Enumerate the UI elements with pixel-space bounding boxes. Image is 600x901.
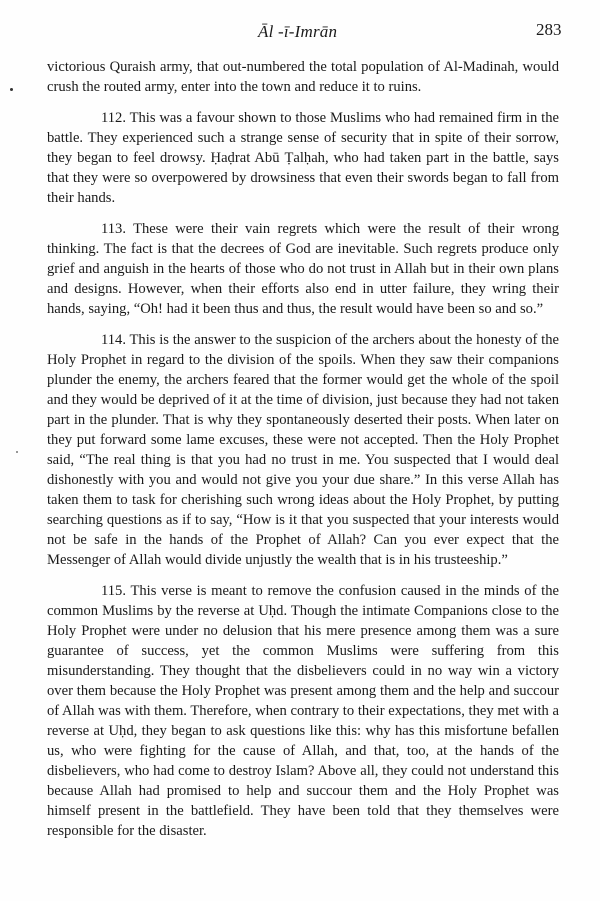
note-text: This verse is meant to remove the confusion caused in the minds of the common Muslims by the reverse at Uḥd. Though the intimate Companions close to the Holy Prophet were under no delusion that his mere presence among them was a sure guarantee of success, yet the common Muslims were suffering from this misunderstanding. They thought that the disbelievers could in no way win a victory over them because the Holy Prophet was present among them and the help and succour of Allah was with them. Therefore, when contrary to their expectations, they met with a reverse at Uḥd, they began to ask questions like this: why has this misfortune befallen us, who were fighting for the cause of Allah, and that, too, at the hands of the disbelievers, who had come to destroy Islam? Above all, they could not understand this because Allah had promised to help and succour them and the Holy Prophet was himself present in the battlefield. They have been told that they themselves were responsible for the disaster. (47, 583, 560, 839)
note-text: This is the answer to the suspicion of the archers about the honesty of the Holy Prophet in regard to the division of the spoils. When they saw their companions plunder the enemy, the archers feared that the former would get the whole of the spoil and they would be deprived of it at the time of division, just because they had not taken part in the plunder. That is why they spontaneously deserted their posts. When later on they put forward some lame excuses, these were not accepted. Then the Holy Prophet said, “The real thing is that you had no trust in me. You suspected that I would deal dishonestly with you and would not give you your due share.” In this verse Allah has taken them to task for cherishing such wrong ideas about the Holy Prophet, by putting searching questions as if to say, “How is it that you suspected that your interests would not be safe in the hands of the Prophet of Allah? Can you ever expect that the Messenger of Allah would divide unjustly the wealth that is in his trusteeship.” (47, 332, 559, 568)
note-115 (47, 581, 559, 841)
scan-speck (16, 451, 18, 453)
note-114 (47, 330, 559, 570)
note-113 (47, 219, 559, 319)
running-header (0, 20, 600, 42)
note-number: 113. (101, 221, 126, 237)
note-number: 114. (101, 332, 126, 348)
continuation-paragraph: victorious Quraish army, that out-numbered the total population of Al-Madinah, would crush the routed army, enter into the town and reduce it to ruins. (47, 59, 559, 95)
note-number: 115. (101, 583, 126, 599)
scan-speck (10, 88, 13, 91)
note-text: This was a favour shown to those Muslims who had remained firm in the battle. They experienced such a strange sense of security that in spite of their sorrow, they began to feel drowsy. Ḥaḍrat Abū Ṭalḥah, who had taken part in the battle, says that they were so overpowered by drowsiness that even their swords began to fall from their hands. (47, 110, 560, 206)
running-title: Āl -ī-Imrān (258, 22, 338, 41)
body-text (47, 57, 559, 841)
page-number: 283 (536, 20, 562, 39)
note-number: 112. (101, 110, 126, 126)
note-112 (47, 108, 559, 208)
note-text: These were their vain regrets which were the result of their wrong thinking. The fact is that the decrees of God are inevitable. Such regrets produce only grief and anguish in the hearts of those who do not trust in Allah but in their own plans and designs. However, when their efforts also end in utter failure, they wring their hands, saying, “Oh! had it been thus and thus, the result would have been so and so.” (47, 221, 559, 317)
